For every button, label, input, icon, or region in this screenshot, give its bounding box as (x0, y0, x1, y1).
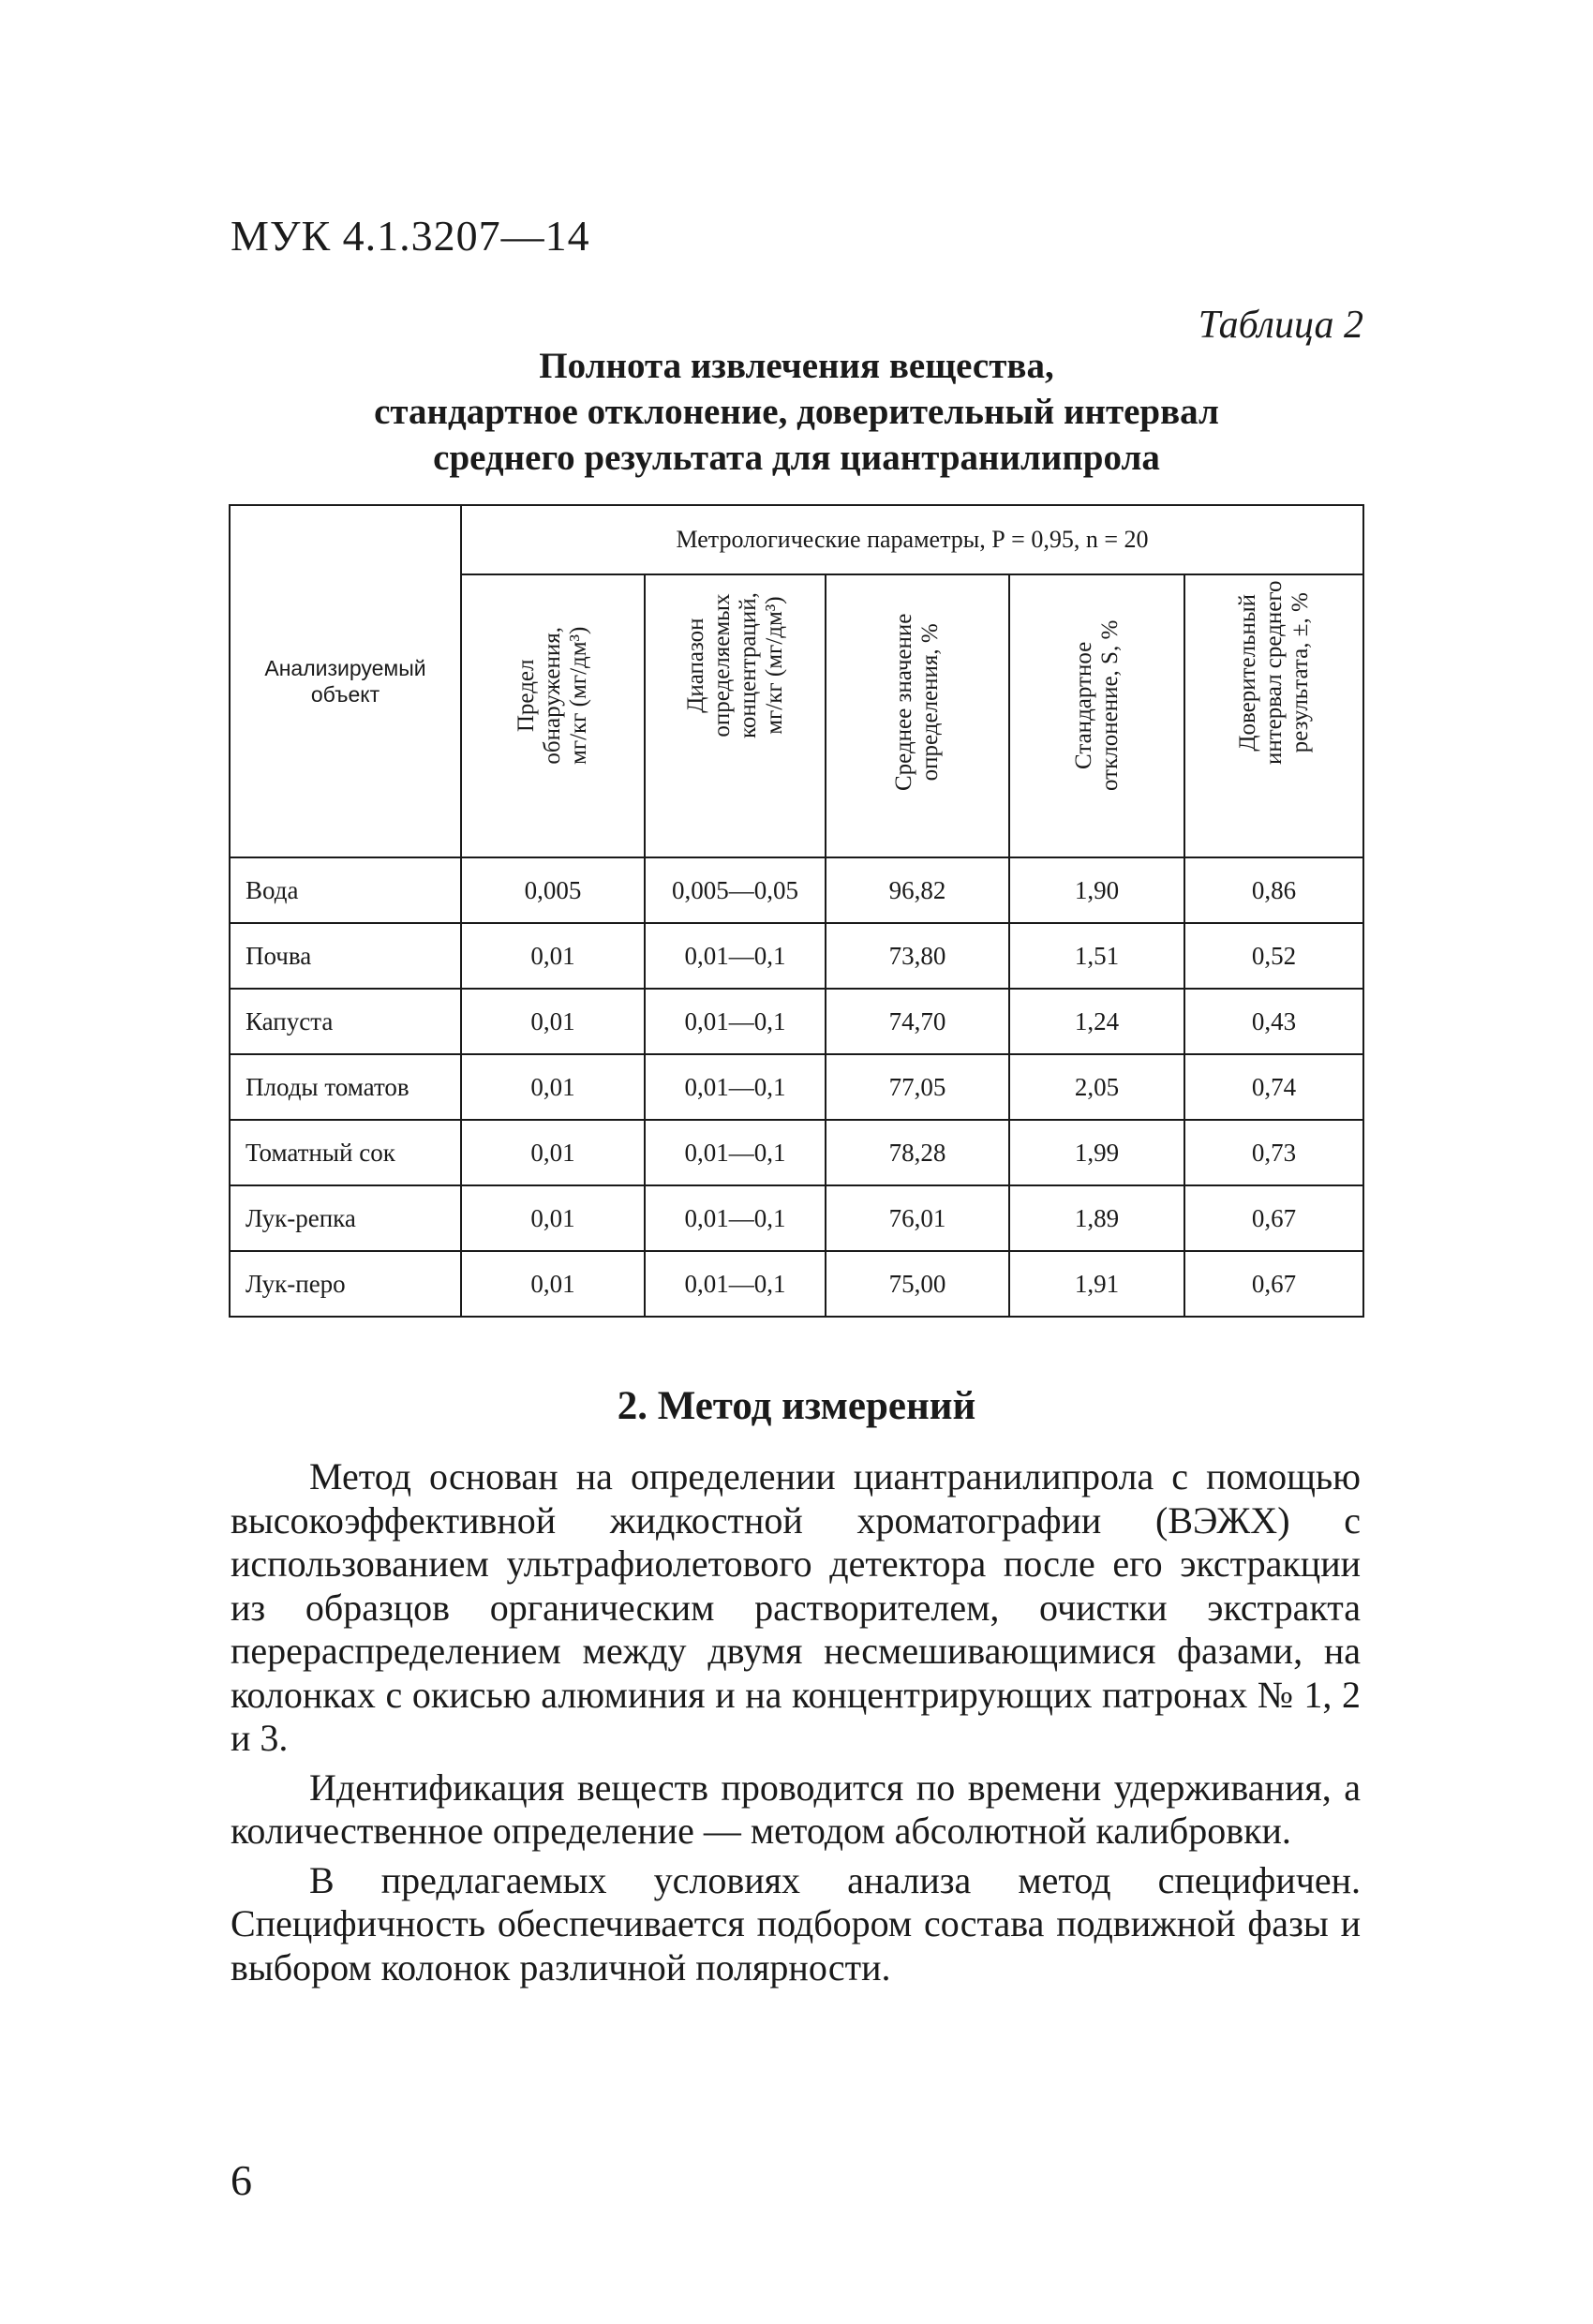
column-header-line: мг/кг (мг/дм³) (566, 626, 591, 765)
column-header-concentration-range (645, 574, 826, 857)
cell-range: 0,01—0,1 (645, 1120, 826, 1185)
cell-detection-limit: 0,01 (461, 1185, 645, 1251)
page-number: 6 (231, 2156, 252, 2204)
table-row (230, 923, 1363, 989)
cell-mean: 76,01 (826, 1185, 1009, 1251)
row-object: Лук-перо (230, 1251, 461, 1317)
cell-mean: 96,82 (826, 857, 1009, 923)
column-header-line: Предел (514, 659, 539, 733)
cell-std: 2,05 (1009, 1054, 1184, 1120)
row-object: Капуста (230, 989, 461, 1054)
table-row (230, 1120, 1363, 1185)
cell-detection-limit: 0,01 (461, 1251, 645, 1317)
section-heading: 2. Метод измерений (617, 1384, 976, 1428)
cell-mean: 74,70 (826, 989, 1009, 1054)
row-object: Лук-репка (230, 1185, 461, 1251)
column-header-line: Доверительный (1234, 593, 1260, 752)
cell-std: 1,24 (1009, 989, 1184, 1054)
body-paragraph: Метод основан на определении циантранилипрола с помощью высокоэффективной жидкостной хроматографии (ВЭЖХ) с использованием ультрафиолетового детектора после его экстракции из образцов органическим растворителем, очистки экстракта перераспределением между двумя несмешивающимися фазами, на колонках с окисью алюминия и на концентрирующих патронах № 1, 2 и 3. (231, 1455, 1361, 1759)
row-object: Плоды томатов (230, 1054, 461, 1120)
table-row (230, 1185, 1363, 1251)
cell-mean: 75,00 (826, 1251, 1009, 1317)
column-header-line: концентраций, (735, 592, 761, 738)
cell-interval: 0,52 (1184, 923, 1363, 989)
table-header-row (230, 505, 1363, 574)
cell-interval: 0,73 (1184, 1120, 1363, 1185)
cell-std: 1,51 (1009, 923, 1184, 989)
column-header-line: мг/кг (мг/дм³) (761, 596, 787, 735)
column-header-line: отклонение, S, % (1096, 619, 1123, 791)
cell-detection-limit: 0,01 (461, 1120, 645, 1185)
cell-interval: 0,43 (1184, 989, 1363, 1054)
document-code: МУК 4.1.3207—14 (231, 212, 590, 260)
cell-std: 1,91 (1009, 1251, 1184, 1317)
object-header-line: объект (310, 682, 380, 707)
table-row (230, 989, 1363, 1054)
column-header-confidence-interval (1184, 574, 1363, 857)
section-body (231, 1455, 1361, 1995)
column-header-line: интервал среднего (1260, 580, 1287, 765)
cell-mean: 78,28 (826, 1120, 1009, 1185)
table-title (0, 343, 1593, 481)
table-title-line: среднего результата для циантранилипрола (433, 438, 1160, 478)
body-paragraph: Идентификация веществ проводится по времени удерживания, а количественное определение — методом абсолютной калибровки. (231, 1765, 1361, 1852)
column-header-std-deviation (1009, 574, 1184, 857)
cell-range: 0,01—0,1 (645, 989, 826, 1054)
row-object: Вода (230, 857, 461, 923)
column-header-line: обнаружения, (540, 627, 565, 765)
cell-range: 0,01—0,1 (645, 1251, 826, 1317)
cell-detection-limit: 0,01 (461, 989, 645, 1054)
cell-mean: 77,05 (826, 1054, 1009, 1120)
table-row (230, 1251, 1363, 1317)
column-header-line: Диапазон (682, 618, 708, 713)
row-object: Почва (230, 923, 461, 989)
cell-range: 0,01—0,1 (645, 1054, 826, 1120)
table-row (230, 857, 1363, 923)
metrology-table (229, 504, 1364, 1318)
cell-interval: 0,86 (1184, 857, 1363, 923)
cell-std: 1,90 (1009, 857, 1184, 923)
column-header-line: определяемых (708, 593, 735, 737)
cell-mean: 73,80 (826, 923, 1009, 989)
cell-interval: 0,67 (1184, 1185, 1363, 1251)
parameters-group-header: Метрологические параметры, Р = 0,95, n = 20 (461, 505, 1363, 574)
table-row (230, 1054, 1363, 1120)
table-title-line: Полнота извлечения вещества, (539, 346, 1054, 386)
body-paragraph: В предлагаемых условиях анализа метод специфичен. Специфичность обеспечивается подбором состава подвижной фазы и выбором колонок различной полярности. (231, 1858, 1361, 1989)
cell-range: 0,01—0,1 (645, 1185, 826, 1251)
cell-std: 1,89 (1009, 1185, 1184, 1251)
table-label: Таблица 2 (1198, 304, 1363, 347)
cell-std: 1,99 (1009, 1120, 1184, 1185)
column-header-line: Среднее значение (891, 613, 916, 791)
column-header-line: определения, % (917, 623, 943, 782)
row-object: Томатный сок (230, 1120, 461, 1185)
cell-detection-limit: 0,01 (461, 923, 645, 989)
cell-range: 0,005—0,05 (645, 857, 826, 923)
column-header-line: Стандартное (1070, 641, 1096, 769)
table-title-line: стандартное отклонение, доверительный интервал (374, 392, 1219, 432)
column-header-detection-limit (461, 574, 645, 857)
cell-detection-limit: 0,01 (461, 1054, 645, 1120)
cell-detection-limit: 0,005 (461, 857, 645, 923)
cell-interval: 0,67 (1184, 1251, 1363, 1317)
cell-range: 0,01—0,1 (645, 923, 826, 989)
object-column-header (230, 505, 461, 857)
cell-interval: 0,74 (1184, 1054, 1363, 1120)
object-header-line: Анализируемый (264, 656, 426, 680)
column-header-line: результата, ±, % (1287, 592, 1313, 753)
column-header-mean-value (826, 574, 1009, 857)
